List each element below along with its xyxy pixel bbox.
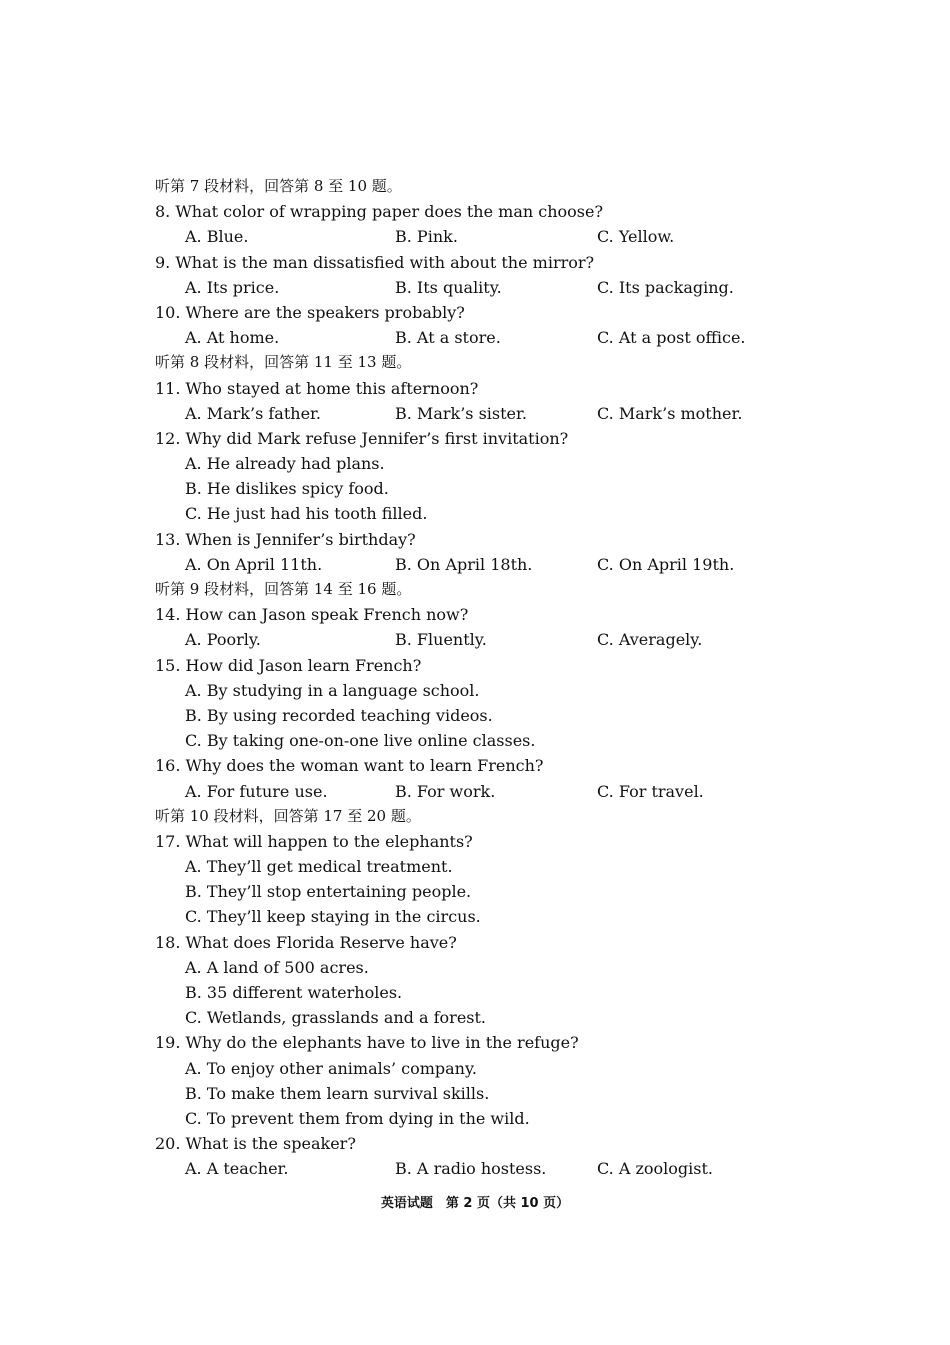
question-stem: 14. How can Jason speak French now? (155, 605, 469, 625)
section-heading: 听第 9 段材料，回答第 14 至 16 题。 (155, 580, 412, 598)
answer-option: C. He just had his tooth filled. (185, 504, 428, 524)
answer-option: A. A teacher. (185, 1159, 289, 1179)
question-stem: 16. Why does the woman want to learn French? (155, 756, 544, 776)
question-stem: 12. Why did Mark refuse Jennifer’s first invitation? (155, 428, 569, 448)
options-row (155, 224, 855, 249)
answer-option: A. Blue. (185, 227, 249, 247)
answer-option: A. Mark’s father. (185, 403, 322, 423)
answer-option: B. For work. (395, 781, 496, 801)
question-stem: 9. What is the man dissatisfied with about the mirror? (155, 252, 595, 272)
options-row (155, 779, 855, 804)
answer-option: C. At a post office. (597, 328, 746, 348)
answer-option: C. Yellow. (597, 227, 675, 247)
question-stem: 17. What will happen to the elephants? (155, 831, 473, 851)
options-row (155, 627, 855, 652)
answer-option: C. Averagely. (597, 630, 703, 650)
section-heading: 听第 10 段材料，回答第 17 至 20 题。 (155, 806, 421, 825)
answer-option: A. A land of 500 acres. (185, 957, 369, 977)
answer-option: C. On April 19th. (597, 554, 735, 574)
section-heading: 听第 7 段材料，回答第 8 至 10 题。 (155, 177, 402, 195)
exam-page (155, 174, 855, 1182)
options-row (155, 552, 855, 577)
answer-option: B. Its quality. (395, 277, 502, 297)
options-row (155, 325, 855, 350)
question-stem: 15. How did Jason learn French? (155, 655, 422, 675)
answer-option: B. At a store. (395, 328, 501, 348)
answer-option: C. Its packaging. (597, 277, 734, 297)
answer-option: B. They’ll stop entertaining people. (185, 882, 472, 902)
answer-option: C. A zoologist. (597, 1159, 714, 1179)
answer-option: A. By studying in a language school. (185, 680, 480, 700)
answer-option: C. They’ll keep staying in the circus. (185, 907, 481, 927)
answer-option: A. He already had plans. (185, 454, 385, 474)
answer-option: B. On April 18th. (395, 554, 533, 574)
options-row (155, 401, 855, 426)
answer-option: A. On April 11th. (185, 554, 323, 574)
question-stem: 10. Where are the speakers probably? (155, 302, 465, 322)
answer-option: C. Wetlands, grasslands and a forest. (185, 1008, 487, 1028)
answer-option: C. For travel. (597, 781, 704, 801)
answer-option: B. To make them learn survival skills. (185, 1083, 490, 1103)
answer-option: B. By using recorded teaching videos. (185, 705, 493, 725)
question-stem: 8. What color of wrapping paper does the man choose? (155, 202, 604, 222)
question-stem: 13. When is Jennifer’s birthday? (155, 529, 416, 549)
answer-option: A. Its price. (185, 277, 280, 297)
answer-option: A. For future use. (185, 781, 328, 801)
question-stem: 18. What does Florida Reserve have? (155, 932, 457, 952)
question-stem: 19. Why do the elephants have to live in the refuge? (155, 1033, 579, 1053)
question-stem: 20. What is the speaker? (155, 1134, 356, 1154)
answer-option: A. At home. (185, 328, 280, 348)
answer-option: B. 35 different waterholes. (185, 983, 403, 1002)
answer-option: A. To enjoy other animals’ company. (185, 1058, 477, 1078)
answer-option: A. Poorly. (185, 630, 261, 650)
answer-option: B. A radio hostess. (395, 1159, 547, 1179)
options-row (155, 275, 855, 300)
answer-option: C. By taking one-on-one live online classes. (185, 731, 536, 751)
answer-option: C. To prevent them from dying in the wild. (185, 1108, 530, 1128)
answer-option: B. He dislikes spicy food. (185, 479, 389, 499)
answer-option: B. Pink. (395, 227, 458, 247)
answer-option: B. Fluently. (395, 630, 487, 650)
answer-option: A. They’ll get medical treatment. (185, 857, 453, 877)
answer-option: C. Mark’s mother. (597, 403, 743, 423)
question-stem: 11. Who stayed at home this afternoon? (155, 378, 479, 398)
section-heading: 听第 8 段材料，回答第 11 至 13 题。 (155, 353, 412, 372)
page-footer: 英语试题 第 2 页（共 10 页） (380, 1196, 570, 1211)
options-row (155, 1156, 855, 1181)
answer-option: B. Mark’s sister. (395, 403, 527, 423)
